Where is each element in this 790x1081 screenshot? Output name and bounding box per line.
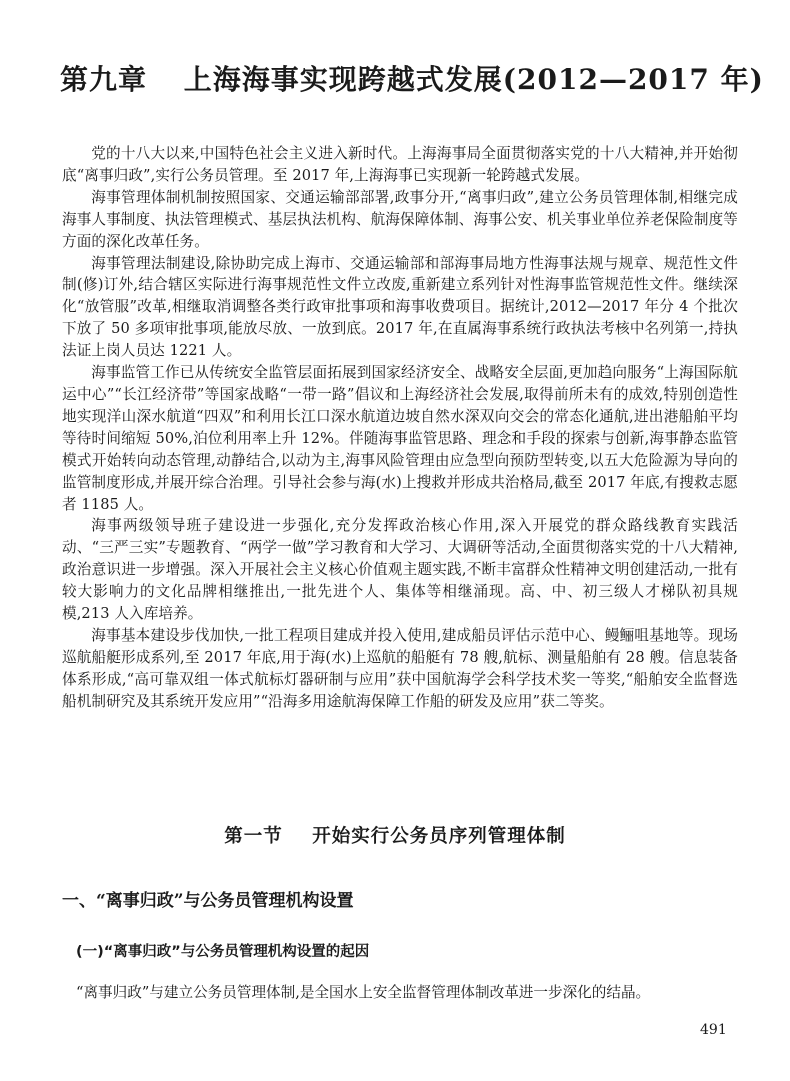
section-title-text: 开始实行公务员序列管理体制 xyxy=(312,826,566,847)
paragraph: 海事两级领导班子建设进一步强化,充分发挥政治核心作用,深入开展党的群众路线教育实践活动、“三严三实”专题教育、“两学一做”学习教育和大学习、大调研等活动,全面贯彻落实党的十八大精神,政治意识进一步增强。深入开展社会主义核心价值观主题实践,不断丰富群众性精神文明创建活动,一批有较大影响力的文化品牌相继推出,一批先进个人、集体等相继涌现。高、中、初三级人才梯队初具规模,213 人入库培养。 xyxy=(62,517,738,623)
subheading-level-1: 一、“离事归政”与公务员管理机构设置 xyxy=(62,891,354,911)
body-text xyxy=(62,143,738,713)
paragraph: 党的十八大以来,中国特色社会主义进入新时代。上海海事局全面贯彻落实党的十八大精神,并开始彻底“离事归政”,实行公务员管理。至 2017 年,上海海事已实现新一轮跨越式发展。 xyxy=(62,145,738,184)
paragraph: “离事归政”与建立公务员管理体制,是全国水上安全监督管理体制改革进一步深化的结晶。 xyxy=(76,984,651,1001)
paragraph: 海事监管工作已从传统安全监管层面拓展到国家经济安全、战略安全层面,更加趋向服务“上海国际航运中心”“长江经济带”等国家战略“一带一路”倡议和上海经济社会发展,取得前所未有的成效,特别创造性地实现洋山深水航道“四双”和利用长江口深水航道边坡自然水深双向交会的常态化通航,进出港船舶平均等待时间缩短 50%,泊位利用率上升 12%。伴随海事监管思路、理念和手段的探索与创新,海事静态监管模式开始转向动态管理,动静结合,以动为主,海事风险管理由应急型向预防型转变,以五大危险源为导向的监管制度形成,并展开综合治理。引导社会参与海(水)上搜救并形成共治格局,截至 2017 年底,有搜救志愿者 1185 人。 xyxy=(62,364,738,513)
chapter-title-text: 上海海事实现跨越式发展(2012—2017 年) xyxy=(183,63,764,96)
section-title xyxy=(0,822,790,848)
chapter-number: 第九章 xyxy=(60,63,148,96)
section-number: 第一节 xyxy=(224,826,283,847)
subheading-level-2: (一)“离事归政”与公务员管理机构设置的起因 xyxy=(76,944,370,960)
chapter-title xyxy=(60,58,764,98)
page-number: 491 xyxy=(700,1022,727,1038)
paragraph: 海事基本建设步伐加快,一批工程项目建成并投入使用,建成船员评估示范中心、鳗鲡咀基地等。现场巡航船艇形成系列,至 2017 年底,用于海(水)上巡航的船艇有 78 艘,航标、测量船舶有 28 艘。信息装备体系形成,“高可靠双组一体式航标灯器研制与应用”获中国航海学会科学技术奖一等奖,“船舶安全监督选船机制研究及其系统开发应用”“沿海多用途航海保障工作船的研发及应用”获二等奖。 xyxy=(62,626,738,710)
paragraph: 海事管理体制机制按照国家、交通运输部部署,政事分开,“离事归政”,建立公务员管理体制,相继完成海事人事制度、执法管理模式、基层执法机构、航海保障体制、海事公安、机关事业单位养老保险制度等方面的深化改革任务。 xyxy=(62,188,738,250)
paragraph: 海事管理法制建设,除协助完成上海市、交通运输部和部海事局地方性海事法规与规章、规范性文件制(修)订外,结合辖区实际进行海事规范性文件立改废,重新建立系列针对性海事监管规范性文件。继续深化“放管服”改革,相继取消调整各类行政审批事项和海事收费项目。据统计,2012—2017 年分 4 个批次下放了 50 多项审批事项,能放尽放、一放到底。2017 年,在直属海事系统行政执法考核中名列第一,持执法证上岗人员达 1221 人。 xyxy=(62,254,738,360)
